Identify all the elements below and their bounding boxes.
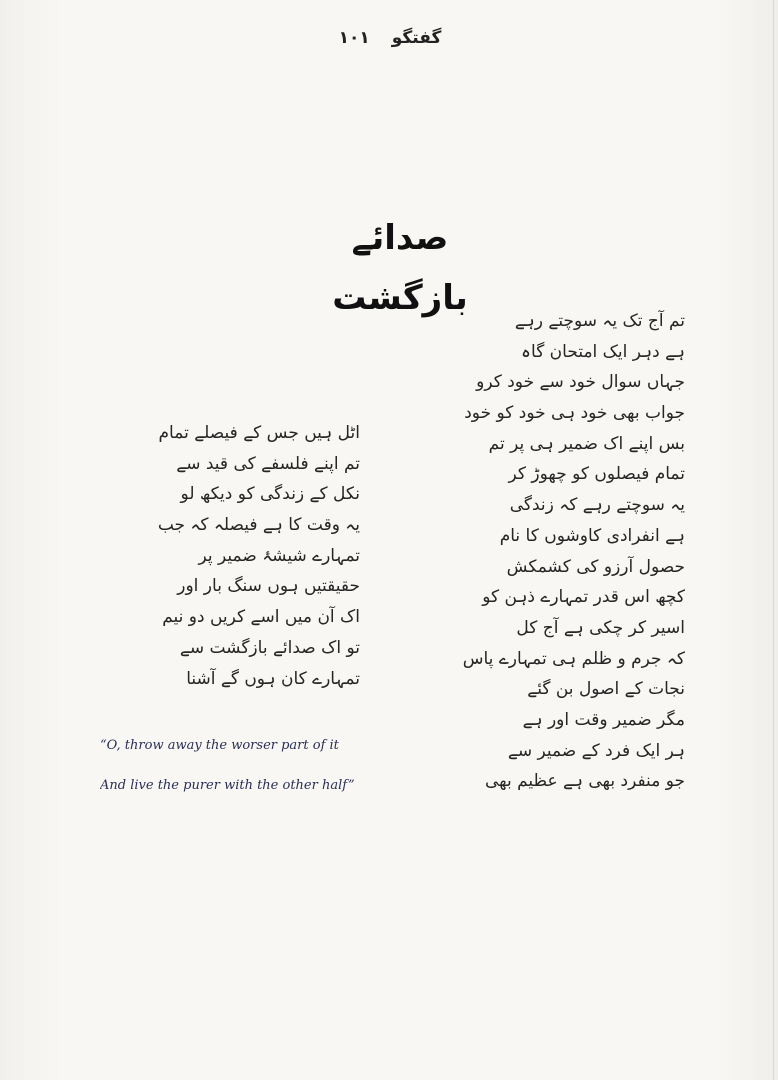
poem-line: ہر ایک فرد کے ضمیر سے	[507, 740, 685, 761]
english-quote-line-1: “O, throw away the worser part of it	[100, 738, 339, 753]
poem-line: کہ جرم و ظلم ہی تمہارے پاس	[462, 648, 685, 669]
poem-line: کچھ اس قدر تمہارے ذہن کو	[482, 587, 685, 608]
poem-line: نکل کے زندگی کو دیکھ لو	[180, 484, 360, 505]
poem-line: تم آج تک یہ سوچتے رہے	[514, 311, 685, 331]
poem-line: اٹل ہیں جس کے فیصلے تمام	[158, 423, 360, 443]
poem-line: ہے انفرادی کاوشوں کا نام	[499, 525, 685, 546]
poem-line: جہاں سوال خود سے خود کرو	[476, 372, 685, 393]
poem-line: اسیر کر چکی ہے آج کل	[516, 617, 685, 638]
english-quote-line-2: And live the purer with the other half”	[100, 778, 355, 793]
poem-line: حصول آرزو کی کشمکش	[506, 556, 685, 577]
poem-line: یہ سوچتے رہے کہ زندگی	[509, 495, 685, 516]
poem-line: جواب بھی خود ہی خود کو خود	[464, 403, 685, 424]
page-edge	[773, 0, 774, 1080]
poem-line: ہے دہر ایک امتحان گاہ	[521, 341, 685, 362]
poem-line: نجات کے اصول بن گئے	[527, 679, 685, 700]
poem-line: تمہارے شیشۂ ضمیر پر	[198, 545, 360, 566]
poem-right-column	[455, 306, 685, 797]
poem-line: مگر ضمیر وقت اور ہے	[522, 709, 685, 730]
header-page-number: ۱۰۱	[338, 28, 370, 48]
poem-line: یہ وقت کا ہے فیصلہ کہ جب	[157, 515, 360, 536]
header-section-title: گفتگو	[391, 28, 442, 48]
page-header	[330, 28, 450, 56]
poem-line: اک آن میں اسے کریں دو نیم	[162, 607, 360, 628]
poem-left-column	[130, 418, 360, 694]
poem-line: تو اک صدائے بازگشت سے	[179, 637, 360, 658]
poem-line: تمہارے کان ہوں گے آشنا	[186, 668, 360, 689]
poem-line: تم اپنے فلسفے کی قید سے	[176, 453, 360, 474]
poem-line: جو منفرد بھی ہے عظیم بھی	[484, 771, 685, 792]
poem-title: صدائے بازگشت	[332, 218, 468, 318]
poem-line: حقیقتیں ہوں سنگ بار اور	[177, 576, 360, 597]
poem-line: بس اپنے اک ضمیر ہی پر تم	[488, 433, 685, 454]
poem-line: تمام فیصلوں کو چھوڑ کر	[508, 464, 685, 485]
